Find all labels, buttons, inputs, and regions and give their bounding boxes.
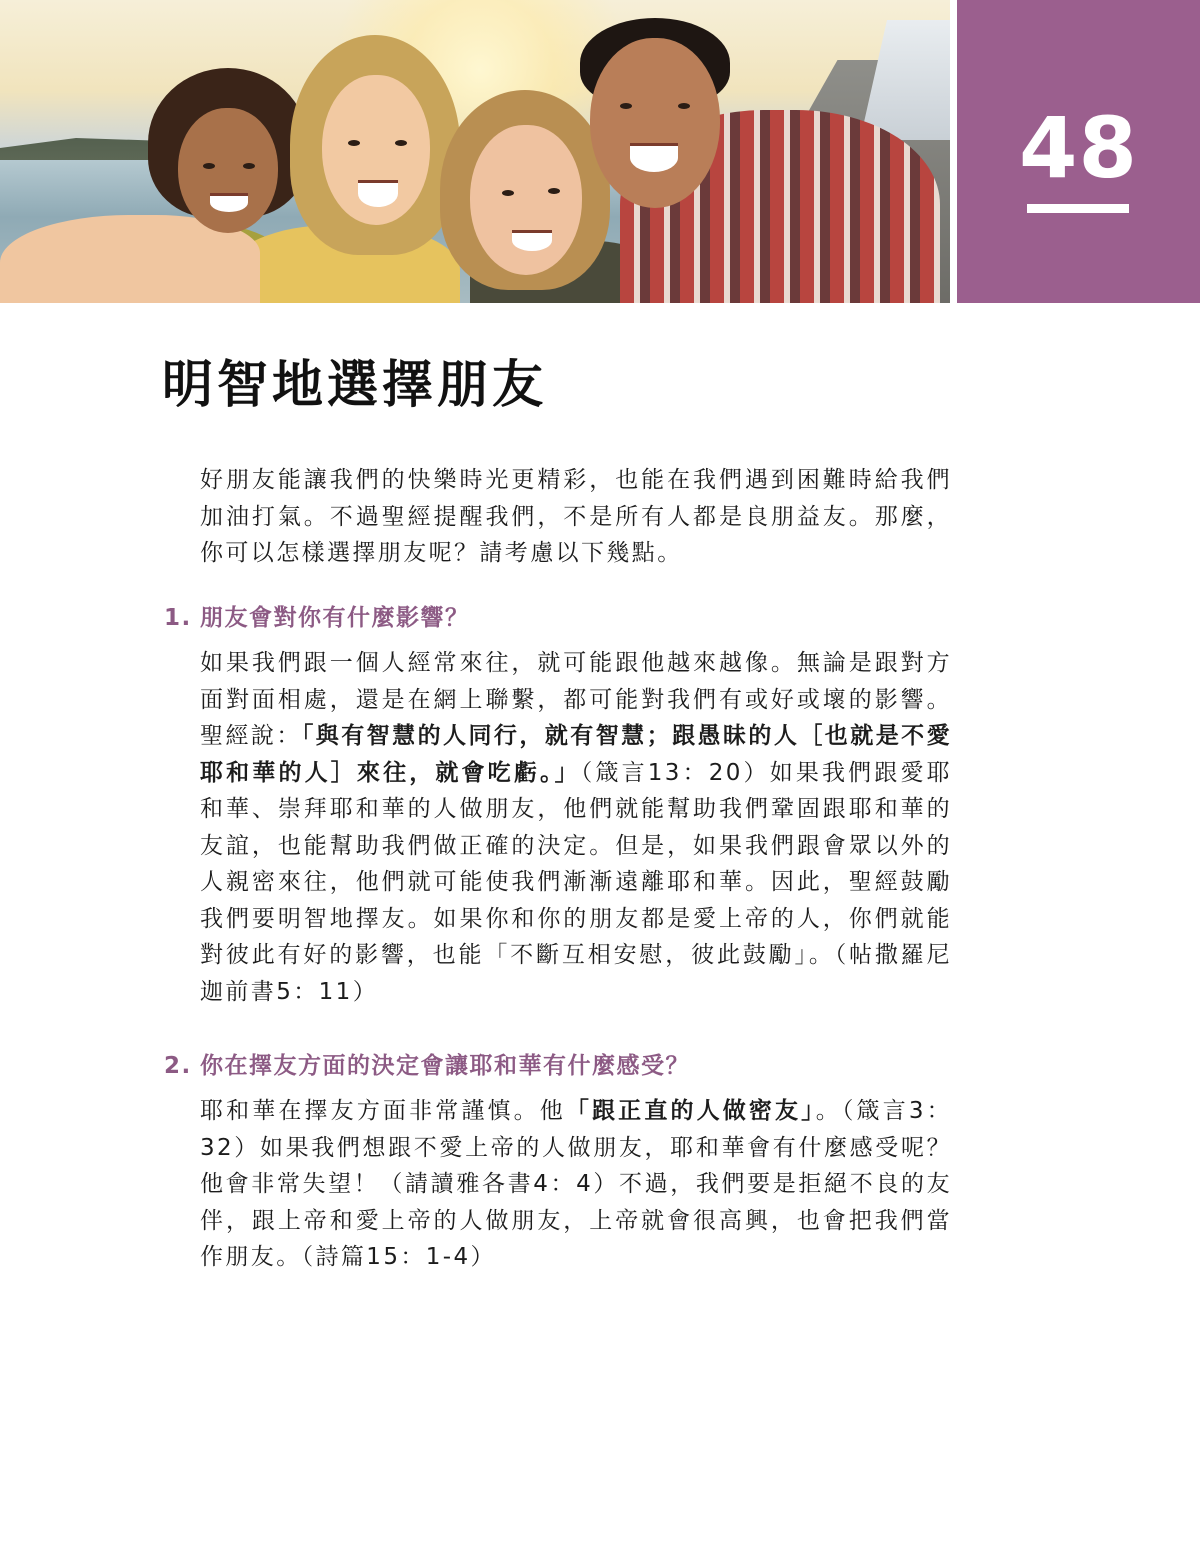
- section-2-text-a: 耶和華在擇友方面非常謹慎。他: [200, 1098, 566, 1124]
- chapter-badge: [957, 0, 1200, 303]
- section-2-heading: [164, 1048, 690, 1084]
- section-1-text-a: 如果我們跟一個人經常來往，就可能跟他越來越像。無論是跟對方面對面相處，還是在網上聯繫，都可能對我們有或好或壞的影響。聖經說：: [200, 650, 952, 749]
- header-photo: [0, 0, 950, 303]
- section-2-quote: 「跟正直的人做密友」: [565, 1098, 816, 1124]
- section-1-quote: 「與有智慧的人同行，就有智慧；跟愚昧的人［也就是不愛耶和華的人］來往，就會吃虧。」: [200, 723, 952, 786]
- section-2-number: 2.: [164, 1053, 192, 1079]
- section-2-text-b: 。（箴言3：32）如果我們想跟不愛上帝的人做朋友，耶和華會有什麼感受呢？他會非常失望！（請讀雅各書4：4）不過，我們要是拒絕不良的友伴，跟上帝和愛上帝的人做朋友，上帝就會很高興，也會把我們當作朋友。（詩篇15：1-4）: [200, 1098, 952, 1270]
- photo-person-1: [148, 68, 308, 238]
- section-1-title: 朋友會對你有什麼影響？: [200, 605, 470, 631]
- photo-boats: [860, 20, 950, 140]
- section-1-paragraph: [200, 645, 952, 1010]
- section-2-paragraph: [200, 1093, 952, 1276]
- intro-paragraph: 好朋友能讓我們的快樂時光更精彩，也能在我們遇到困難時給我們加油打氣。不過聖經提醒我們，不是所有人都是良朋益友。那麼，你可以怎樣選擇朋友呢？請考慮以下幾點。: [200, 467, 952, 566]
- chapter-underline: [1027, 204, 1129, 213]
- photo-person-2: [290, 35, 460, 245]
- page-title: 明智地選擇朋友: [162, 356, 548, 415]
- section-1-text-b: （箴言13：20）如果我們跟愛耶和華、崇拜耶和華的人做朋友，他們就能幫助我們鞏固跟耶和華的友誼，也能幫助我們做正確的決定。但是，如果我們跟會眾以外的人親密來往，他們就可能使我們漸漸遠離耶和華。因此，聖經鼓勵我們要明智地擇友。如果你和你的朋友都是愛上帝的人，你們就能對彼此有好的影響，也能「不斷互相安慰，彼此鼓勵」。（帖撒羅尼迦前書5：11）: [200, 759, 953, 1005]
- chapter-number: 48: [1019, 99, 1138, 197]
- section-2-title: 你在擇友方面的決定會讓耶和華有什麼感受？: [200, 1053, 690, 1079]
- photo-person-4: [580, 18, 730, 218]
- section-1-number: 1.: [164, 605, 192, 631]
- section-1-heading: [164, 600, 470, 636]
